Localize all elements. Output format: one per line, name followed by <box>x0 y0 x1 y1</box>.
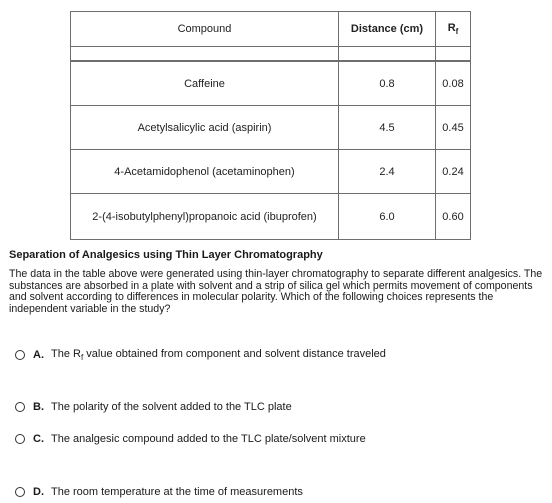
header-rf-main: R <box>447 21 456 34</box>
compound-cell: Caffeine <box>71 61 339 106</box>
radio-icon[interactable] <box>15 487 25 497</box>
question-body: The data in the table above were generated using thin-layer chromatography to separate different analgesics. The substances are absorbed in a plate with solvent and a strip of silica gel which permits movement of components and solvent according to differences in molecular polarity. Which of the following choices represents the independent variable in the study? <box>9 268 543 315</box>
distance-cell: 2.4 <box>339 150 436 194</box>
rf-cell: 0.60 <box>436 194 471 240</box>
option-letter: C. <box>33 433 44 445</box>
option-a[interactable] <box>15 348 386 362</box>
radio-icon[interactable] <box>15 402 25 412</box>
option-d[interactable] <box>15 486 303 498</box>
option-c[interactable] <box>15 433 366 445</box>
option-a-sub: f <box>80 353 84 363</box>
compound-cell: 4-Acetamidophenol (acetaminophen) <box>71 150 339 194</box>
data-table <box>70 11 471 240</box>
header-compound: Compound <box>71 12 339 47</box>
option-letter: D. <box>33 486 44 498</box>
option-letter: A. <box>33 349 44 362</box>
option-label: The polarity of the solvent added to the TLC plate <box>51 401 292 413</box>
table-spacer-row <box>71 47 471 62</box>
table-row <box>71 150 471 194</box>
table-row <box>71 106 471 150</box>
distance-cell: 0.8 <box>339 61 436 106</box>
option-label: The analgesic compound added to the TLC plate/solvent mixture <box>51 433 366 445</box>
option-label <box>51 348 386 362</box>
header-rf-sub: f <box>455 27 459 37</box>
option-letter: B. <box>33 401 44 413</box>
distance-cell: 6.0 <box>339 194 436 240</box>
header-rf <box>436 12 471 47</box>
header-distance: Distance (cm) <box>339 12 436 47</box>
option-b[interactable] <box>15 401 292 413</box>
table-header-row <box>71 12 471 47</box>
radio-icon[interactable] <box>15 350 25 360</box>
compound-cell: 2-(4-isobutylphenyl)propanoic acid (ibuprofen) <box>71 194 339 240</box>
distance-cell: 4.5 <box>339 106 436 150</box>
question-title: Separation of Analgesics using Thin Layer Chromatography <box>9 249 323 261</box>
option-a-post: value obtained from component and solvent distance traveled <box>83 348 386 360</box>
radio-icon[interactable] <box>15 434 25 444</box>
option-a-pre: The R <box>51 348 81 360</box>
table-row <box>71 61 471 106</box>
compound-cell: Acetylsalicylic acid (aspirin) <box>71 106 339 150</box>
table-row <box>71 194 471 240</box>
rf-cell: 0.24 <box>436 150 471 194</box>
option-label: The room temperature at the time of measurements <box>51 486 303 498</box>
rf-cell: 0.08 <box>436 61 471 106</box>
rf-cell: 0.45 <box>436 106 471 150</box>
